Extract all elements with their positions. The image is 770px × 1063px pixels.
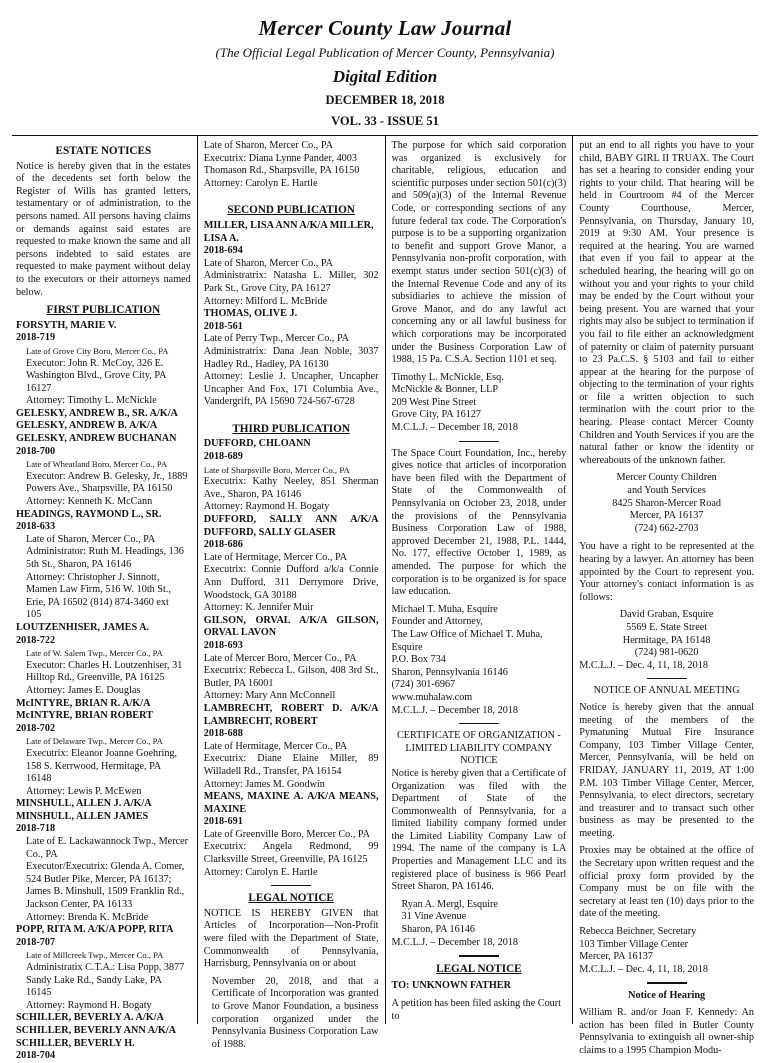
estate-residence: Late of Hermitage, Mercer Co., PA <box>203 740 348 752</box>
estate-attorney: Attorney: Lewis P. McEwen <box>26 785 142 797</box>
certificate-heading: CERTIFICATE OF ORGANIZATION - LIMITED LIABILITY COMPANY NOTICE <box>396 730 561 767</box>
issue-date: DECEMBER 18, 2018 <box>325 93 445 107</box>
estate-line: 16127 <box>26 382 52 394</box>
publication-date-line: M.C.L.J. – December 18, 2018 <box>391 422 518 434</box>
estate-attorney: Attorney: Carolyn E. Hartle <box>203 177 318 189</box>
publication-date-line: M.C.L.J. – Dec. 4, 11, 18, 2018 <box>579 659 708 671</box>
estate-number: 2018-704 <box>16 1050 56 1062</box>
estate-line: Co., PA <box>26 848 58 860</box>
notice-paragraph: William R. and/or Joan F. Kennedy: An action has been filed in Butler County Pennsylvania to extinguish all owner-ship claims to a 1995 Champion Modu- <box>579 1007 754 1056</box>
contact-line: Hermitage, PA 16148 <box>622 634 711 646</box>
estate-line: 158 S. Kerrwood, Hermitage, PA <box>26 760 162 772</box>
divider <box>459 723 499 724</box>
divider <box>459 441 499 442</box>
signature-line: Sharon, PA 16146 <box>401 924 475 936</box>
contact-line: 5569 E. State Street <box>626 621 708 633</box>
estate-notices-heading: ESTATE NOTICES <box>55 145 152 157</box>
notice-paragraph: Proxies may be obtained at the office of the Secretary upon written request and the official proxy form provided by the Company must be on file with the secretary at least ten (10) days prior to the date of the meeting. <box>579 845 754 920</box>
estate-number: 2018-633 <box>16 521 56 533</box>
estate-attorney: Attorney: Raymond H. Bogaty <box>203 501 330 513</box>
estate-line: Administratrix: Dana Jean Noble, 3037 Hadley Rd., Hadley, PA 16130 <box>203 345 379 370</box>
signature-line: The Law Office of Michael T. Muha, <box>391 628 543 640</box>
estate-line: Executrix: Kathy Neeley, 851 Sherman Ave., Sharon, PA 16146 <box>203 476 379 500</box>
estate-number: 2018-722 <box>16 634 56 646</box>
estate-line: Administratrix: Natasha L. Miller, 302 Park St., Grove City, PA 16127 <box>203 270 379 294</box>
estate-name: GELESKY, ANDREW BUCHANAN <box>16 433 177 445</box>
estate-name: FORSYTH, MARIE V. <box>16 319 117 331</box>
estate-residence: Late of W. Salem Twp., Mercer Co., PA <box>26 648 163 659</box>
signature-line: Ryan A. Mergl, Esquire <box>401 898 498 910</box>
notice-paragraph: NOTICE IS HEREBY GIVEN that Articles of Incorporation—Non-Profit were filed with the Department of State, Commonwealth of Pennsylvania, Harrisburg, Pennsylvania on or about <box>203 907 379 970</box>
estate-name: SCHILLER, BEVERLY A. A/K/A <box>16 1012 164 1024</box>
second-publication-heading: SECOND PUBLICATION <box>227 204 355 217</box>
signature-line: Mercer, PA 16137 <box>579 951 653 963</box>
estate-line: Executor: John R. McCoy, 326 E. <box>26 357 164 369</box>
notice-paragraph: A petition has been filed asking the Court to <box>391 998 561 1022</box>
estate-line: 16148 <box>26 773 52 785</box>
annual-meeting-heading: NOTICE OF ANNUAL MEETING <box>593 685 740 697</box>
estate-attorney: Attorney: Kenneth K. McCann <box>26 496 153 508</box>
estate-line: Executrix: Rebecca L. Gilson, 408 3rd St., Butler, PA 16001 <box>203 665 379 689</box>
estate-attorney: Attorney: James E. Douglas <box>26 684 141 696</box>
signature-line: Michael T. Muha, Esquire <box>391 603 498 615</box>
estate-line: 524 Butler Pike, Mercer, PA 16137; <box>26 873 172 885</box>
estate-number: 2018-693 <box>203 639 243 651</box>
estate-name: DUFFORD, SALLY ANN A/K/A DUFFORD, SALLY GLASER <box>203 514 379 538</box>
publication-date-line: M.C.L.J. – Dec. 4, 11, 18, 2018 <box>579 963 708 975</box>
signature-line: P.O. Box 734 <box>391 654 446 666</box>
contact-line: Mercer County Children <box>616 472 717 484</box>
estate-number: 2018-691 <box>203 816 243 828</box>
estate-line: Erie, PA 16502 (814) 874-3460 ext <box>26 596 169 608</box>
estate-line: Jackson Center, PA 16133 <box>26 899 133 911</box>
estate-name: MINSHULL, ALLEN JAMES <box>16 810 149 822</box>
estate-line: Powers Ave., Sharpsville, PA 16150 <box>26 483 173 495</box>
divider <box>647 678 687 679</box>
estate-residence: Late of Sharon, Mercer Co., PA <box>203 140 333 151</box>
estate-number: 2018-688 <box>203 728 243 740</box>
estate-residence: Late of E. Lackawannock Twp., Mercer <box>26 836 189 848</box>
estate-name: HEADINGS, RAYMOND L., SR. <box>16 508 162 520</box>
estate-attorney: Attorney: Leslie J. Uncapher, Uncapher Uncapher And Fox, 171 Columbia Ave., Vandergrift, PA 15690 724-567-6728 <box>203 371 379 408</box>
signature-line: Sharon, Pennsylvania 16146 <box>391 666 508 678</box>
estate-name: MEANS, MAXINE A. A/K/A MEANS, MAXINE <box>203 791 379 815</box>
notice-paragraph: put an end to all rights you have to your child, BABY GIRL II TRUAX. The Court has set a hearing to consider ending your rights to your child. That hearing will be held in Courtroom #4 of the Mercer County Courthouse, Mercer, Pennsylvania, on Thursday, January 10, 2019 at 9:30 AM. Your presence is required at the hearing. You are warned that even if you fail to appear at the scheduled hearing, the hearing will go on without you and your rights to your child may be ended by the Court without your being present. You are warned that your rights may also be subject to termination if you fail to file either an acknowledgment of paternity or claim of paternity pursuant to 23 Pa.C.S. § 5103 and fail to either appear at the hearing for the purpose of objecting to the termination of your rights or file a written objection to such termination with the court prior to the hearing. Please contact Mercer County Children and Youth Services if you are the natural father or know the identity or whereabouts of the unknown father. <box>579 140 754 466</box>
estate-line: Executrix: Eleanor Joanne Goehring, <box>26 747 178 759</box>
estate-residence: Late of Grove City Boro, Mercer Co., PA <box>26 345 169 356</box>
publication-date-line: M.C.L.J. – December 18, 2018 <box>391 704 518 716</box>
first-publication-heading: FIRST PUBLICATION <box>46 304 161 317</box>
estate-line: Executrix: Diane Elaine Miller, 89 Willadell Rd., Transfer, PA 16154 <box>203 753 379 777</box>
notice-paragraph: November 20, 2018, and that a Certificate of Incorporation was granted to Grove Manor Foundation, a business corporation organized under the Pennsylvania Business Corporation Law of 1988. <box>211 975 379 1050</box>
signature-line: Grove City, PA 16127 <box>391 409 482 421</box>
estate-residence: Late of Mercer Boro, Mercer Co., PA <box>203 652 357 664</box>
estate-attorney: Attorney: Mary Ann McConnell <box>203 690 336 702</box>
notice-paragraph: The Space Court Foundation, Inc., hereby gives notice that articles of incorporation have been filed with the Department of State of the Commonwealth of Pennsylvania on October 23, 2018, under the provisions of the Pennsylvania Business Corporation Law of 1988, approved December 21, 1988, P.L. 1444, No. 177, effective October 1, 1989, as amended. The purpose for which the corporation is to be organized is for space law education. <box>391 447 567 598</box>
signature-line: McNickle & Bonner, LLP <box>391 384 499 396</box>
estate-name: SCHILLER, BEVERLY H. <box>16 1037 135 1049</box>
estate-line: 105 <box>26 609 42 621</box>
estate-number: 2018-561 <box>203 320 243 332</box>
estate-residence: Late of Sharon, Mercer Co., PA <box>203 257 333 269</box>
estate-line: Executor: Andrew B. Gelesky, Jr., 1889 <box>26 470 188 482</box>
signature-line: Rebecca Beichner, Secretary <box>579 926 697 938</box>
divider <box>271 885 311 886</box>
masthead <box>0 0 770 129</box>
estate-number: 2018-702 <box>16 722 56 734</box>
estate-name: GELESKY, ANDREW B. A/K/A <box>16 420 158 432</box>
journal-subtitle: (The Official Legal Publication of Mercer County, Pennsylvania) <box>215 45 555 60</box>
third-publication-heading: THIRD PUBLICATION <box>232 422 350 435</box>
estate-name: THOMAS, OLIVE J. <box>203 308 298 320</box>
estate-name: McINTYRE, BRIAN R. A/K/A <box>16 697 151 709</box>
estate-name: MINSHULL, ALLEN J. A/K/A <box>16 798 152 810</box>
contact-line: (724) 662-2703 <box>634 522 699 534</box>
estate-number: 2018-700 <box>16 445 56 457</box>
journal-title: Mercer County Law Journal <box>258 16 512 40</box>
estate-line: Washington Blvd., Grove City, PA <box>26 370 167 382</box>
estate-line: Executrix: Connie Dufford a/k/a Connie Ann Dufford, 311 Derrymore Drive, Woodstock, GA 30188 <box>203 564 379 601</box>
estate-attorney: Attorney: Carolyn E. Hartle <box>203 866 318 878</box>
signature-line: Timothy L. McNickle, Esq. <box>391 371 504 383</box>
estate-number: 2018-719 <box>16 332 56 344</box>
estate-attorney: Attorney: Milford L. McBride <box>203 295 328 307</box>
signature-line: www.muhalaw.com <box>391 691 473 703</box>
estate-line: Executor: Charles H. Loutzenhiser, 31 <box>26 659 183 671</box>
signature-line: Founder and Attorney, <box>391 616 483 628</box>
publication-date-line: M.C.L.J. – December 18, 2018 <box>391 936 518 948</box>
estate-attorney: Attorney: Timothy L. McNickle <box>26 395 157 407</box>
notice-paragraph: Notice is hereby given that a Certificate of Organization was filed with the Department of State of the Commonwealth of Pennsylvania, for a limited liability company formed under the Limited Liability Company Law of 1994. The name of the company is LA Properties and Management LLC and its registered place of business is 966 Pearl Street Sharon, PA 16146. <box>391 767 567 893</box>
estate-name: DUFFORD, CHLOANN <box>203 438 311 450</box>
estate-number: 2018-718 <box>16 823 56 835</box>
estate-line: Executrix: Diana Lynne Pander, 4003 <box>203 152 357 164</box>
legal-notice-heading: LEGAL NOTICE <box>436 963 522 976</box>
estate-line: 16145 <box>26 987 52 999</box>
estate-intro: Notice is hereby given that in the estates of the decedents set forth below the Register of Wills has granted letters, testamentary or of administration, to the persons named. All persons having claims or demands against said estates are requested to make known the same and all persons indebted to said estates are requested to make payment without delay to the executors or their attorneys named below. <box>16 160 191 298</box>
estate-residence: Late of Sharon, Mercer Co., PA <box>26 533 156 545</box>
issue-volume: VOL. 33 - ISSUE 51 <box>331 114 439 128</box>
estate-number: 2018-694 <box>203 245 243 257</box>
contact-line: 8425 Sharon-Mercer Road <box>612 497 721 509</box>
estate-number: 2018-707 <box>16 936 56 948</box>
estate-residence: Late of Millcreek Twp., Mercer Co., PA <box>26 950 164 961</box>
contact-line: Mercer, PA 16137 <box>629 510 704 522</box>
estate-residence: Late of Wheatland Boro, Mercer Co., PA <box>26 459 168 470</box>
estate-residence: Late of Perry Twp., Mercer Co., PA <box>203 333 350 345</box>
legal-notice-heading: LEGAL NOTICE <box>248 892 334 905</box>
signature-line: 31 Vine Avenue <box>401 911 467 923</box>
estate-name: McINTYRE, BRIAN ROBERT <box>16 710 153 722</box>
estate-attorney: Attorney: James M. Goodwin <box>203 778 325 790</box>
notice-paragraph: You have a right to be represented at the hearing by a lawyer. An attorney has been appointed by the Court to represent you. Your attorney's contact information is as follows: <box>579 541 754 603</box>
estate-attorney: Attorney: Brenda K. McBride <box>26 911 149 923</box>
estate-name: GELESKY, ANDREW B., SR. A/K/A <box>16 407 178 419</box>
estate-name: GILSON, ORVAL A/K/A GILSON, ORVAL LAVON <box>203 614 379 639</box>
estate-name: MILLER, LISA ANN A/K/A MILLER, LISA A. <box>203 219 374 244</box>
columns <box>0 136 770 1062</box>
estate-residence: Late of Sharpsville Boro, Mercer Co., PA <box>203 464 350 475</box>
column-2 <box>197 136 385 1050</box>
column-1 <box>10 136 197 1062</box>
signature-line: (724) 301-6967 <box>391 679 456 691</box>
estate-line: Administratix C.T.A.: Lisa Popp, 3877 <box>26 962 185 973</box>
contact-line: David Graban, Esquire <box>619 609 714 621</box>
contact-line: and Youth Services <box>627 485 706 497</box>
estate-number: 2018-689 <box>203 451 243 463</box>
estate-attorney: Attorney: K. Jennifer Muir <box>203 602 314 614</box>
estate-attorney: Attorney: Raymond H. Bogaty <box>26 999 152 1011</box>
estate-name: SCHILLER, BEVERLY ANN A/K/A <box>16 1024 177 1036</box>
estate-residence: Late of Greenville Boro, Mercer Co., PA <box>203 828 371 840</box>
estate-name: LAMBRECHT, ROBERT D. A/K/A LAMBRECHT, ROBERT <box>203 702 379 727</box>
estate-attorney: Attorney: Christopher J. Sinnott, <box>26 571 160 583</box>
signature-line: 209 West Pine Street <box>391 396 477 408</box>
estate-line: Thomason Rd., Sharpsville, PA 16150 <box>203 165 360 177</box>
notice-paragraph: Notice is hereby given that the annual meeting of the members of the Pymatuning Mutual Fire Insurance Company, 103 Timber Village Center, Mercer, Pennsylvania, will be held on FRIDAY, JANUARY 11, 2019, AT 1:00 P.M. 103 Timber Village Center, Mercer, Pennsylvania, to elect directors, secretary and treasurer and to transact such other business as may be presented to the meeting. <box>579 701 754 839</box>
estate-line: Administrator: Ruth M. Headings, 136 <box>26 546 184 558</box>
estate-line: Mamen Law Firm, 516 W. 10th St., <box>26 584 171 596</box>
estate-residence: Late of Delaware Twp., Mercer Co., PA <box>26 736 163 747</box>
estate-line: Hilltop Rd., Greenville, PA 16125 <box>26 672 165 684</box>
estate-line: Executrix: Angela Redmond, 99 Clarksville Street, Greenville, PA 16125 <box>203 841 379 866</box>
divider <box>459 955 499 957</box>
estate-line: Executor/Executrix: Glenda A. Comer, <box>26 861 185 873</box>
contact-line: (724) 981-0620 <box>634 647 699 659</box>
column-3 <box>385 136 573 1024</box>
estate-residence: Late of Hermitage, Mercer Co., PA <box>203 551 348 563</box>
column-4 <box>572 136 760 1056</box>
notice-paragraph: The purpose for which said corporation was organized is exclusively for charitable, religious, education and scientific purposes under section 501(c)(3) and 509(a)(3) of the Internal Revenue Code, or corresponding sections of any future federal tax code. The Corporation's purpose is to be a supporting organization to benefit and support Grove Manor, a Pennsylvania non-profit corporation, with exempt status under section 501(c)(3) of the Internal Revenue Code and any of its subsidiaries to achieve the mission of Grove Manor, and do any lawful act concerning any or all lawful business for which corporations may be incorporated under the Business Corporation Law of 1988, 15 Pa. C.S.A. Section 1101 et seq. <box>391 140 567 366</box>
estate-number: 2018-686 <box>203 539 243 551</box>
divider <box>647 982 687 984</box>
estate-line: Sandy Lake Rd., Sandy Lake, PA <box>26 974 163 986</box>
signature-line: 103 Timber Village Center <box>579 938 688 950</box>
signature-line: Esquire <box>391 641 423 653</box>
notice-addressee: TO: UNKNOWN FATHER <box>391 979 511 991</box>
estate-name: POPP, RITA M. A/K/A POPP, RITA <box>16 924 174 936</box>
estate-name: LOUTZENHISER, JAMES A. <box>16 621 150 633</box>
notice-of-hearing-heading: Notice of Hearing <box>628 990 706 1002</box>
estate-line: James B. Minshull, 1509 Franklin Rd., <box>26 886 185 898</box>
estate-line: 5th St., Sharon, PA 16146 <box>26 559 132 570</box>
edition-label: Digital Edition <box>332 67 438 86</box>
